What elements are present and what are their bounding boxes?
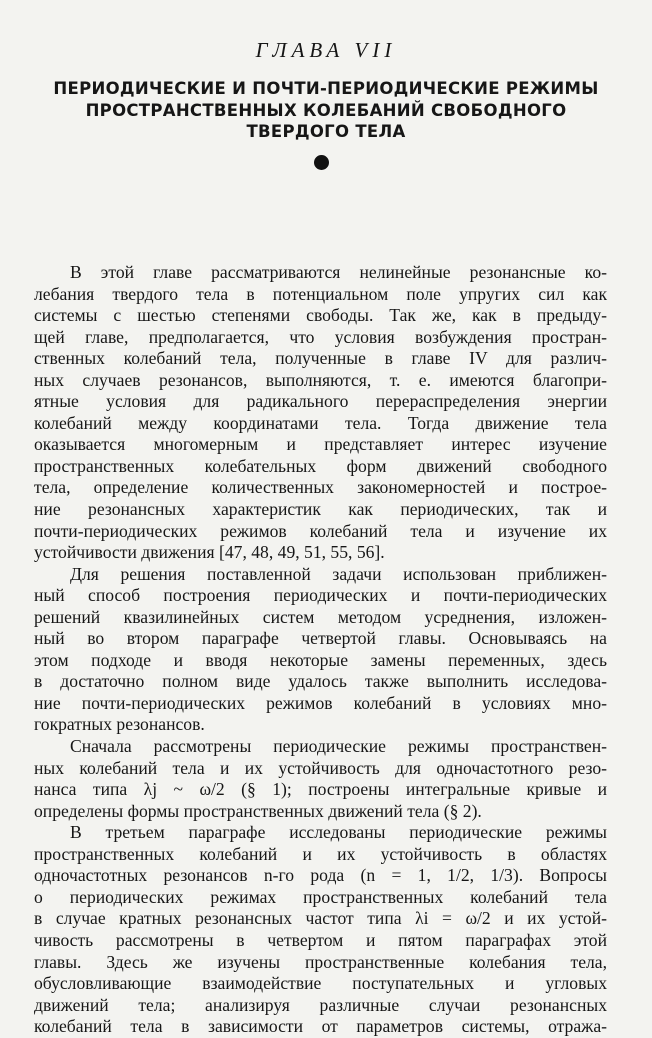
chapter-title-line: ТВЕРДОГО ТЕЛА: [246, 122, 406, 141]
paragraph-line: почти-периодических режимов колебаний тела и изучение их: [34, 520, 607, 541]
paragraph-line: ный способ построения периодических и почти-периодических: [34, 585, 607, 606]
paragraph-line: щей главе, предполагается, что условия возбуждения простран-: [34, 326, 607, 347]
paragraph-line: решений квазилинейных систем методом усреднения, изложен-: [34, 606, 607, 627]
paragraph-line: лебания твердого тела в потенциальном поле упругих сил как: [34, 283, 607, 304]
paragraph-line: ятные условия для радикального перераспределения энергии: [34, 391, 607, 412]
paragraph-line: пространственных колебательных форм движений свободного: [34, 455, 607, 476]
paragraph-line: ние почти-периодических режимов колебаний в условиях мно-: [34, 692, 607, 713]
paragraph-line: колебаний тела в зависимости от параметров системы, отража-: [34, 1016, 607, 1037]
paragraph-line: пространственных колебаний и их устойчивость в областях: [34, 843, 607, 864]
paragraph-line: в достаточно полном виде удалось также выполнить исследова-: [34, 671, 607, 692]
paragraph-line: определены формы пространственных движений тела (§ 2).: [34, 800, 482, 821]
paragraph-line: движений тела; анализируя различные случаи резонансных: [34, 994, 607, 1015]
paragraph-line: главы. Здесь же изучены пространственные колебания тела,: [34, 951, 607, 972]
paragraph-line: тела, определение количественных закономерностей и построе-: [34, 477, 607, 498]
paragraph-line: этом подходе и вводя некоторые замены переменных, здесь: [34, 649, 607, 670]
paragraph-line: оказывается многомерным и представляет интерес изучение: [34, 434, 607, 455]
paragraph-line: ных колебаний тела и их устойчивость для одночастотного резо-: [34, 757, 607, 778]
paragraph-line: одночастотных резонансов n-го рода (n = 1, 1/2, 1/3). Вопросы: [34, 865, 607, 886]
paragraph-line: ние резонансных характеристик как периодических, так и: [34, 499, 607, 520]
paragraph-line: нанса типа λj ~ ω/2 (§ 1); построены интегральные кривые и: [34, 779, 607, 800]
paragraph-line: колебаний между координатами тела. Тогда движение тела: [34, 412, 607, 433]
paragraph-first-line: В третьем параграфе исследованы периодические режимы: [70, 822, 607, 843]
paragraph-first-line: Сначала рассмотрены периодические режимы пространствен-: [70, 736, 607, 757]
chapter-title-line: ПРОСТРАНСТВЕННЫХ КОЛЕБАНИЙ СВОБОДНОГО: [85, 100, 567, 120]
body-text: [34, 262, 607, 1038]
paragraph-line: гократных резонансов.: [34, 714, 205, 735]
paragraph-line: системы с шестью степенями свободы. Так же, как в предыду-: [34, 305, 607, 326]
paragraph-line: о периодических режимах пространственных колебаний тела: [34, 886, 607, 907]
paragraph-line: ных случаев резонансов, выполняются, т. е. имеются благопри-: [34, 369, 607, 390]
chapter-heading: ГЛАВА VII: [255, 38, 397, 62]
paragraph-line: ный во втором параграфе четвертой главы. Основываясь на: [34, 628, 607, 649]
paragraph-line: обусловливающие взаимодействие поступательных и угловых: [34, 973, 607, 994]
paragraph-first-line: В этой главе рассматриваются нелинейные резонансные ко-: [70, 262, 607, 282]
paragraph-line: устойчивости движения [47, 48, 49, 51, 55, 56].: [34, 542, 385, 563]
ornament-dot: [314, 155, 329, 170]
paragraph-line: в случае кратных резонансных частот типа λi = ω/2 и их устой-: [34, 908, 607, 929]
paragraph-line: чивость рассмотрены в четвертом и пятом параграфах этой: [34, 929, 607, 950]
paragraph-line: ственных колебаний тела, полученные в главе IV для различ-: [34, 348, 607, 369]
paragraph-first-line: Для решения поставленной задачи использован приближен-: [70, 563, 607, 584]
chapter-title: [28, 78, 624, 143]
chapter-title-line: ПЕРИОДИЧЕСКИЕ И ПОЧТИ-ПЕРИОДИЧЕСКИЕ РЕЖИМЫ: [53, 79, 599, 98]
